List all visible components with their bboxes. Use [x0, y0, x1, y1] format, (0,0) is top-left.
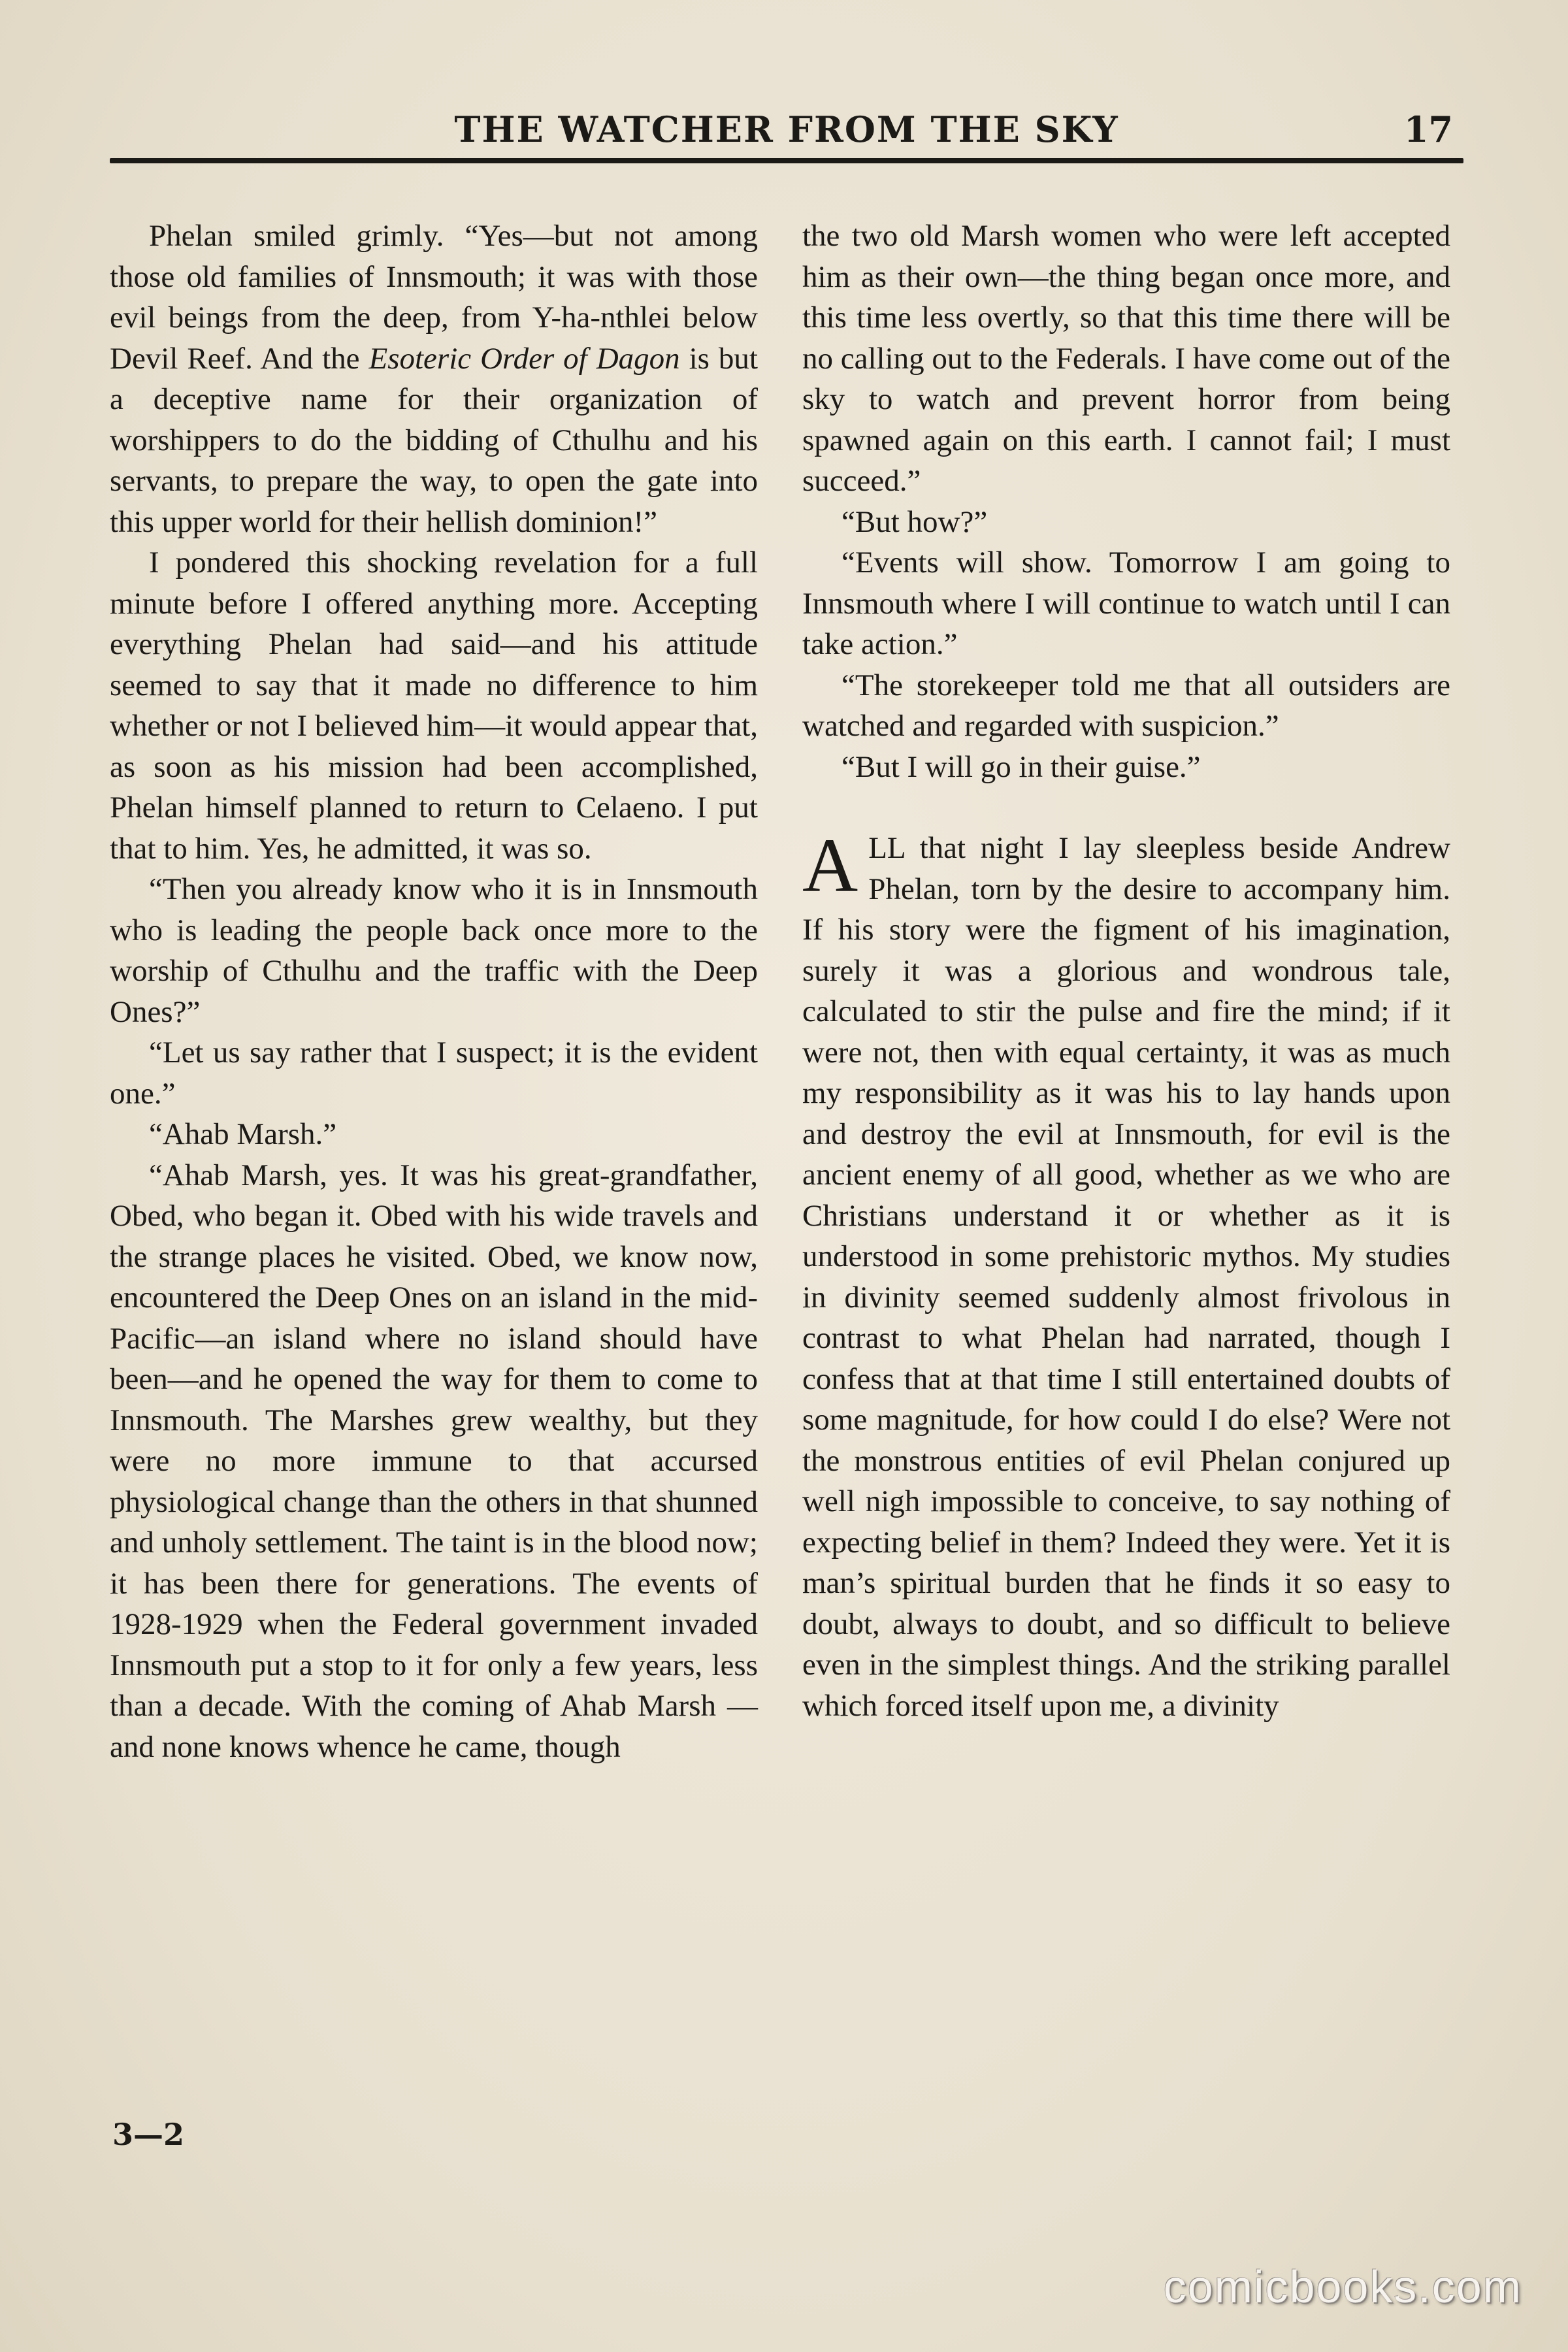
italic-title: Esoteric Order of Dagon	[368, 341, 680, 376]
section-opening-paragraph: ALL that night I lay sleepless beside Andrew Phelan, torn by the desire to accompany him. If his story were the figment of his imagination, surely it was a glorious and wondrous tale, calculated to stir the pulse and fire the mind; if it were not, then with equal certainty, it was as much my responsibility as it was his to lay hands upon and destroy the evil at Innsmouth, for evil is the ancient enemy of all good, whether as we who are Christians understand it or whether as it is understood in some prehistoric mythos. My studies in divinity seemed suddenly almost frivolous in contrast to what Phelan had narrated, though I confess that at that time I still entertained doubts of some magnitude, for how could I do else? Were not the monstrous entities of evil Phelan conjured up well nigh impossible to conceive, to say nothing of expecting belief in them? Indeed they were. Yet it is man’s spiritual burden that he finds it so easy to doubt, always to doubt, and so difficult to believe even in the simplest things. And the striking parallel which forced itself upon me, a divinity	[802, 823, 1450, 1723]
paragraph: the two old Marsh women who were left accepted him as their own—the thing began once more, and this time less overtly, so that this time there will be no calling out to the Federals. I have come out of the sky to watch and prevent horror from being spawned again on this earth. I cannot fail; I must succeed.”	[802, 219, 1450, 498]
paragraph: “Ahab Marsh, yes. It was his great-grandfather, Obed, who began it. Obed with his wide travels and the strange places he visited. Obed, we know now, encountered the Deep Ones on an island in the mid-Pacific—an island where no island should have been—and he opened the way for them to come to Innsmouth. The Marshes grew wealthy, but they were no more immune to that accursed physiological change than the others in that shunned and unholy settlement. The taint is in the blood now; it has been there for generations. The events of 1928-1929 when the Federal government invaded Innsmouth put a stop to it for only a few years, less than a decade. With the coming of Ahab Marsh — and none knows whence he came, though	[110, 1158, 758, 1764]
running-header	[110, 105, 1463, 157]
right-column	[802, 216, 1450, 2097]
page-number: 17	[1403, 108, 1453, 150]
paragraph: “The storekeeper told me that all outsiders are watched and regarded with suspicion.”	[802, 668, 1450, 743]
left-column	[110, 216, 758, 2097]
paragraph: “Then you already know who it is in Innsmouth who is leading the people back once more to the worship of Cthulhu and the traffic with the Deep Ones?”	[110, 872, 758, 1029]
paragraph: “Ahab Marsh.”	[149, 1117, 337, 1151]
paragraph: “Let us say rather that I suspect; it is the evident one.”	[110, 1036, 758, 1111]
paragraph: “Events will show. Tomorrow I am going to Innsmouth where I will continue to watch until I can take action.”	[802, 546, 1450, 661]
watermark: comicbooks.com	[1163, 2261, 1522, 2312]
paragraph: Phelan smiled grimly. “Yes—but not among those old families of Innsmouth; it was with those evil beings from the deep, from Y-ha-nthlei below Devil Reef. And the Esoteric Order of Dagon is but a deceptive name for their organization of worshippers to do the bidding of Cthulhu and his servants, to prepare the way, to open the gate into this upper world for their hellish dominion!”	[110, 219, 758, 539]
signature-mark: 3—2	[112, 2117, 185, 2152]
paragraph: I pondered this shocking revelation for a full minute before I offered anything more. Accepting everything Phelan had said—and his attitude seemed to say that it made no difference to him whether or not I believed him—it would appear that, as soon as his mission had been accomplished, Phelan himself planned to return to Celaeno. I put that to him. Yes, he admitted, it was so.	[110, 546, 758, 866]
header-rule	[110, 158, 1463, 163]
paragraph: “But I will go in their guise.”	[841, 749, 1201, 784]
drop-cap: A	[802, 823, 858, 908]
running-title: THE WATCHER FROM THE SKY	[454, 108, 1119, 150]
paragraph: “But how?”	[841, 504, 988, 539]
